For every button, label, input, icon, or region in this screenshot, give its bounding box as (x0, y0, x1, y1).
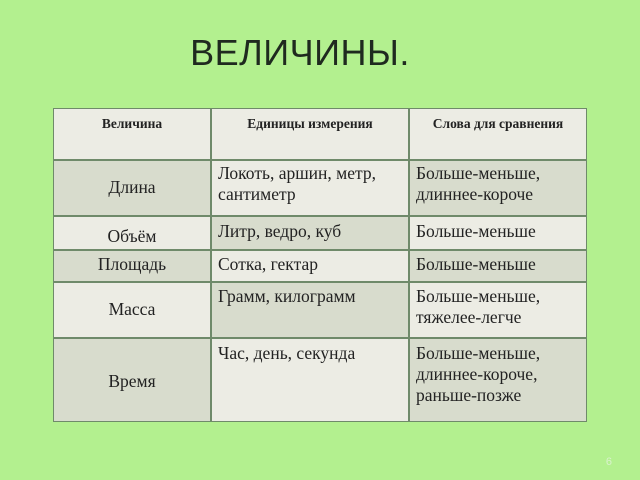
cell-mass: Масса (53, 282, 211, 338)
header-quantity: Величина (53, 108, 211, 160)
cell-area: Площадь (53, 250, 211, 282)
cell-volume-units: Литр, ведро, куб (211, 216, 409, 250)
cell-time: Время (53, 338, 211, 422)
header-comparison-words: Слова для сравнения (409, 108, 587, 160)
cell-volume: Объём (53, 216, 211, 250)
header-units: Единицы измерения (211, 108, 409, 160)
cell-time-words: Больше-меньше, длиннее-короче, раньше-позже (409, 338, 587, 422)
cell-length-units: Локоть, аршин, метр, сантиметр (211, 160, 409, 216)
slide-title: ВЕЛИЧИНЫ. (190, 32, 410, 73)
cell-volume-words: Больше-меньше (409, 216, 587, 250)
cell-length-words: Больше-меньше, длиннее-короче (409, 160, 587, 216)
cell-area-words: Больше-меньше (409, 250, 587, 282)
cell-mass-units: Грамм, килограмм (211, 282, 409, 338)
cell-mass-words: Больше-меньше, тяжелее-легче (409, 282, 587, 338)
cell-time-units: Час, день, секунда (211, 338, 409, 422)
cell-area-units: Сотка, гектар (211, 250, 409, 282)
page-number: 6 (605, 456, 612, 468)
cell-length: Длина (53, 160, 211, 216)
